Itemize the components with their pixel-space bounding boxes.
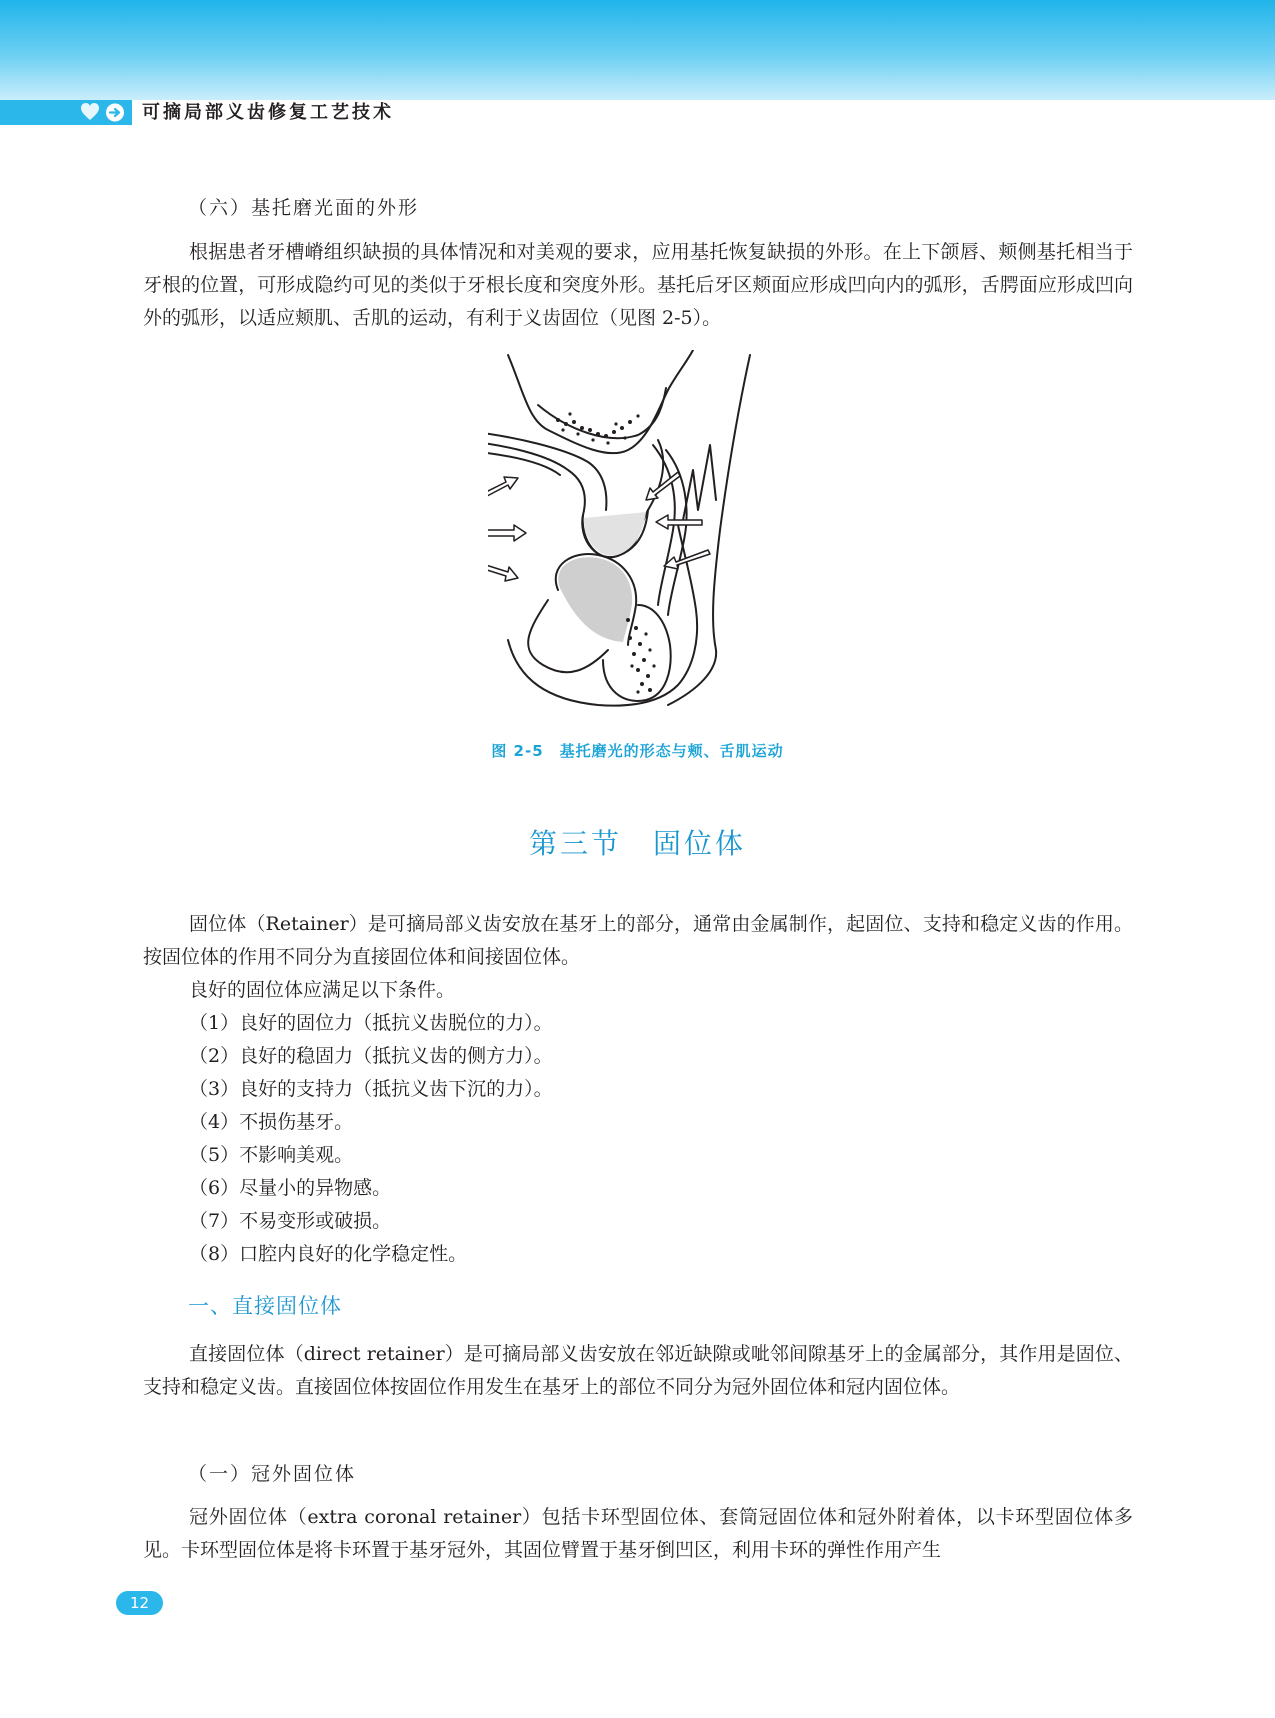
buccal-arrow-lower	[488, 560, 518, 581]
conditions-lead: 良好的固位体应满足以下条件。	[189, 979, 456, 1001]
page-number-badge: 12	[116, 1591, 163, 1615]
cheek-fold-line	[683, 445, 716, 520]
running-header	[0, 100, 1275, 125]
condition-item: （3）良好的支持力（抵抗义齿下沉的力）。	[189, 1078, 553, 1100]
outer-upper-left-contour	[508, 350, 693, 453]
header-icon-group	[80, 102, 132, 123]
paragraph-direct-retainer: 直接固位体（direct retainer）是可摘局部义齿安放在邻近缺隙或呲邻间隙基牙上的金属部分，其作用是固位、支持和稳定义齿。直接固位体按固位作用发生在基牙上的部位不同分为冠外固位体和冠内固位体。	[143, 1343, 1133, 1398]
lower-tooth-fill	[558, 557, 632, 642]
buccal-arrow-middle	[488, 525, 526, 541]
arrow-right-circle-icon	[106, 104, 124, 122]
subsection-heading-extra-coronal: （一）冠外固位体	[188, 1463, 357, 1485]
condition-item: （4）不损伤基牙。	[189, 1111, 354, 1133]
buccal-arrow-upper	[488, 477, 518, 504]
section-title: 第三节 固位体	[528, 827, 746, 860]
outer-right-contour	[668, 355, 750, 705]
maxillary-base-outer	[488, 430, 606, 510]
condition-item: （2）良好的稳固力（抵抗义齿的侧方力）。	[189, 1045, 553, 1067]
paragraph-extra-coronal: 冠外固位体（extra coronal retainer）包括卡环型固位体、套筒冠固位体和冠外附着体，以卡环型固位体多见。卡环型固位体是将卡环置于基牙冠外，其固位臂置于基牙倒凹区，利用卡环的弹性作用产生	[143, 1506, 1133, 1561]
condition-item: （6）尽量小的异物感。	[189, 1177, 392, 1199]
condition-item: （8）口腔内良好的化学稳定性。	[189, 1243, 468, 1265]
paragraph-retainer-intro: 固位体（Retainer）是可摘局部义齿安放在基牙上的部分，通常由金属制作，起固位、支持和稳定义齿的作用。按固位体的作用不同分为直接固位体和间接固位体。	[143, 913, 1133, 968]
header-title: 可摘局部义齿修复工艺技术	[142, 102, 394, 123]
condition-item: （7）不易变形或破损。	[189, 1210, 392, 1232]
paragraph-base-shape: 根据患者牙槽嵴组织缺损的具体情况和对美观的要求，应用基托恢复缺损的外形。在上下颌唇、颊侧基托相当于牙根的位置，可形成隐约可见的类似于牙根长度和突度外形。基托后牙区颊面应形成凹向内的弧形，舌腭面应形成凹向外的弧形，以适应颊肌、舌肌的运动，有利于义齿固位（见图 2-5）。	[143, 241, 1133, 329]
condition-item: （1）良好的固位力（抵抗义齿脱位的力）。	[189, 1012, 553, 1034]
figure-caption: 图 2-5 基托磨光的形态与颊、舌肌运动	[491, 742, 784, 760]
figure-2-5-illustration	[488, 350, 788, 720]
subsection-heading-6: （六）基托磨光面的外形	[188, 197, 420, 219]
direct-retainer-heading: 一、直接固位体	[188, 1294, 342, 1318]
maxillary-base-inner	[488, 450, 560, 475]
heart-icon	[81, 103, 99, 120]
condition-item: （5）不影响美观。	[189, 1144, 354, 1166]
